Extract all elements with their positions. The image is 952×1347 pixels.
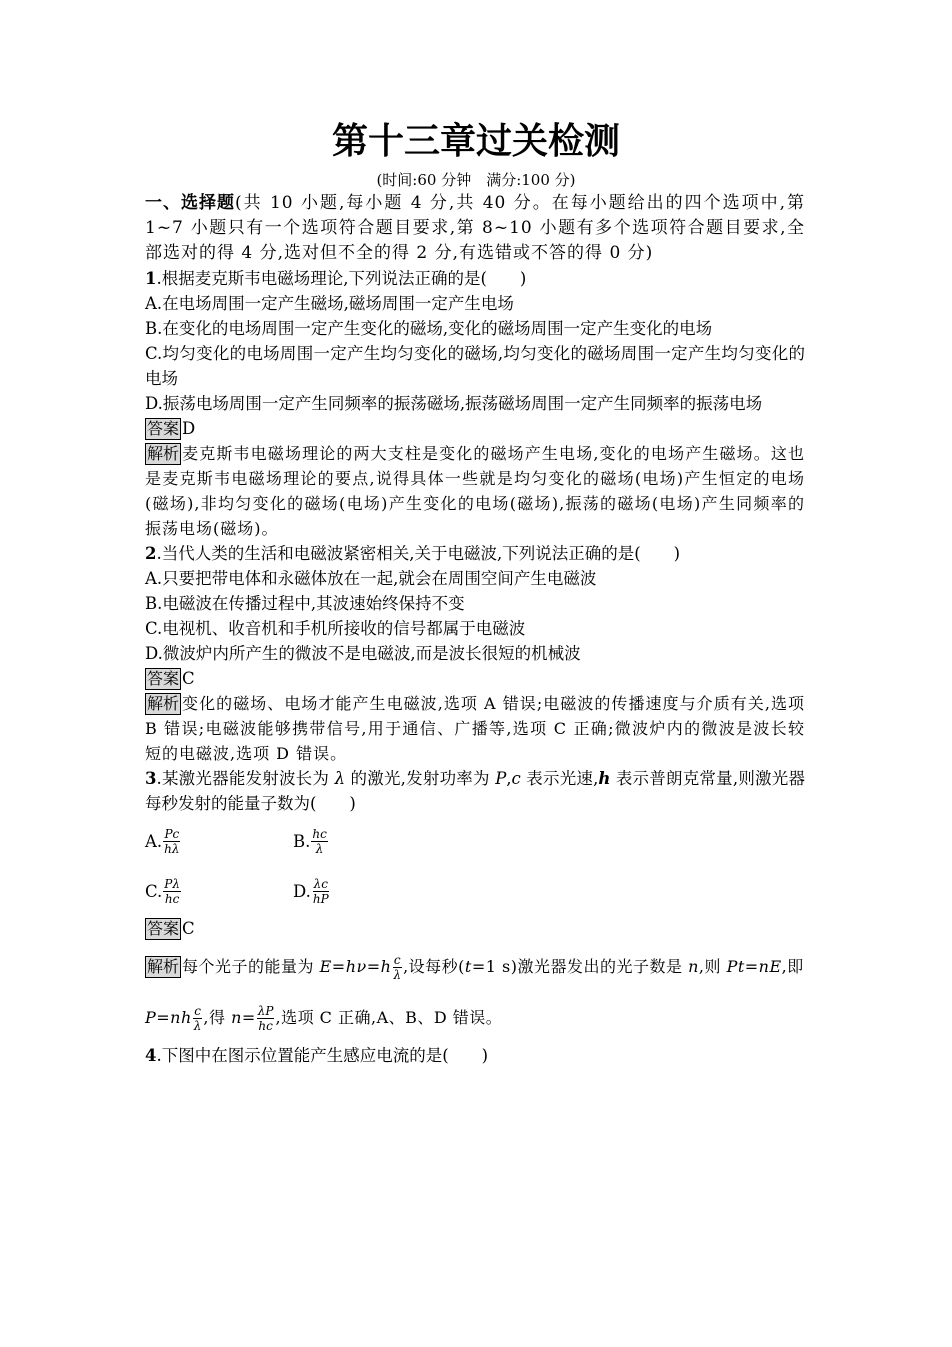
question-1 — [145, 266, 805, 541]
power-symbol: P — [495, 769, 507, 788]
fraction — [312, 877, 330, 906]
option-label: D. — [293, 881, 311, 901]
analysis-label: 解析 — [147, 957, 180, 976]
stem-text: .某激光器能发射波长为 — [156, 769, 335, 788]
option-d: D.振荡电场周围一定产生同频率的振荡磁场,振荡磁场周围一定产生同频率的振荡电场 — [145, 394, 763, 413]
fraction-denominator: λ — [315, 841, 324, 856]
equals-sign: = — [241, 1008, 256, 1027]
question-stem — [145, 541, 805, 566]
analysis-text: 麦克斯韦电磁场理论的两大支柱是变化的磁场产生电场,变化的电场产生磁场。这也是麦克斯韦电磁场理论的要点,说得具体一些就是均匀变化的磁场(电场)产生恒定的电场(磁场),非均匀变化的磁场(电场)产生变化的电场(磁场),振荡的磁场(电场)产生同频率的振荡电场(磁场)。 — [145, 444, 805, 538]
answer-row — [145, 416, 805, 441]
fraction-numerator: Pλ — [164, 876, 180, 891]
fraction-numerator: Pc — [164, 826, 180, 841]
fraction-numerator: c — [194, 1004, 201, 1018]
fraction — [163, 877, 181, 906]
fraction-numerator: λc — [313, 876, 328, 891]
analysis-text: ,选项 C 正确,A、B、D 错误。 — [275, 1008, 503, 1027]
equals-sign: = — [331, 957, 346, 976]
fraction-denominator: hλ — [164, 841, 180, 856]
light-speed-symbol: c — [511, 769, 521, 788]
energy-symbol: E — [319, 957, 332, 976]
question-4 — [145, 1043, 805, 1068]
analysis-text: 每个光子的能量为 — [182, 957, 320, 976]
question-number: 2 — [145, 544, 157, 563]
question-stem — [145, 266, 805, 291]
section-instructions-text: (共 10 小题,每小题 4 分,共 40 分。在每小题给出的四个选项中,第 1~7 小题只有一个选项符合题目要求,第 8~10 小题有多个选项符合题目要求,全部选对的得 4 分,选对但不全的得 2 分,有选错或不答的得 0 分) — [145, 193, 805, 263]
answer-value: C — [182, 919, 195, 938]
analysis-row — [145, 441, 805, 541]
section-heading: 一、选择题 — [145, 193, 235, 213]
time-symbol: t — [464, 957, 472, 976]
section-instructions — [145, 191, 805, 266]
analysis-row — [145, 691, 805, 766]
answer-value: C — [182, 669, 195, 688]
stem-text: 的激光,发射功率为 — [345, 769, 496, 788]
answer-value: D — [182, 419, 196, 438]
option-d: D.微波炉内所产生的微波不是电磁波,而是波长很短的机械波 — [145, 644, 581, 663]
equals-sign: = — [366, 957, 381, 976]
question-number: 3 — [145, 769, 157, 788]
question-stem — [145, 1043, 805, 1068]
nh-expression: nh — [170, 1008, 192, 1027]
power-symbol: P — [145, 1008, 157, 1027]
exam-time-score: (时间:60 分钟 满分:100 分) — [376, 171, 576, 189]
option-row — [145, 866, 805, 916]
option-b — [293, 827, 441, 856]
analysis-row — [145, 941, 805, 992]
wavelength-symbol: λ — [334, 769, 346, 788]
stem-text: .当代人类的生活和电磁波紧密相关,关于电磁波,下列说法正确的是( ) — [156, 544, 681, 563]
analysis-text: 变化的磁场、电场才能产生电磁波,选项 A 错误;电磁波的传播速度与介质有关,选项 B 错误;电磁波能够携带信号,用于通信、广播等,选项 C 正确;微波炉内的微波是波长较短的电磁波,选项 D 错误。 — [145, 694, 805, 763]
equals-sign: = — [156, 1008, 171, 1027]
stem-text: 表示光速, — [520, 769, 599, 788]
analysis-text: ,即 — [781, 957, 804, 976]
fraction — [193, 1004, 203, 1033]
planck-constant-symbol: h — [380, 957, 392, 976]
answer-label: 答案 — [147, 919, 180, 938]
fraction-numerator: λP — [257, 1004, 274, 1018]
option-b: B.在变化的电场周围一定产生变化的磁场,变化的磁场周围一定产生变化的电场 — [145, 319, 713, 338]
option-a: A.只要把带电体和永磁体放在一起,就会在周围空间产生电磁波 — [145, 569, 597, 588]
answer-label: 答案 — [147, 669, 180, 688]
question-2 — [145, 541, 805, 766]
analysis-text: ,设每秒( — [403, 957, 465, 976]
fraction-denominator: hc — [164, 891, 180, 906]
fraction-denominator: λ — [193, 1019, 202, 1033]
option-d — [293, 877, 441, 906]
option-a: A.在电场周围一定产生磁场,磁场周围一定产生电场 — [145, 294, 514, 313]
option-a — [145, 827, 293, 856]
photon-count-symbol: n — [231, 1008, 242, 1027]
fraction-denominator: hc — [258, 1019, 273, 1033]
option-c: C.电视机、收音机和手机所接收的信号都属于电磁波 — [145, 619, 526, 638]
analysis-continuation — [145, 992, 805, 1043]
ne-expression: nE — [758, 957, 782, 976]
answer-label: 答案 — [147, 419, 180, 438]
page-title: 第十三章过关检测 — [331, 120, 620, 162]
option-row — [145, 816, 805, 866]
equals-sign: = — [744, 957, 759, 976]
option-c — [145, 877, 293, 906]
fraction-denominator: λ — [393, 968, 402, 982]
fraction-numerator: hc — [312, 826, 327, 841]
analysis-label: 解析 — [147, 444, 180, 463]
h-nu-expression: hν — [345, 957, 367, 976]
question-stem — [145, 766, 805, 816]
analysis-text: ,得 — [203, 1008, 232, 1027]
option-label: C. — [145, 881, 163, 901]
analysis-text: ,则 — [698, 957, 727, 976]
answer-row — [145, 916, 805, 941]
fraction — [311, 827, 327, 856]
analysis-label: 解析 — [147, 694, 180, 713]
stem-text: 表示普朗克常量,则激光器每秒发射的能量子数为( ) — [145, 769, 805, 813]
option-label: B. — [293, 831, 311, 851]
answer-row — [145, 666, 805, 691]
pt-expression: Pt — [726, 957, 745, 976]
option-b: B.电磁波在传播过程中,其波速始终保持不变 — [145, 594, 465, 613]
question-3 — [145, 766, 805, 1043]
question-number: 1 — [145, 269, 157, 288]
analysis-text: =1 s)激光器发出的光子数是 — [471, 957, 689, 976]
planck-constant-symbol: h — [598, 769, 611, 788]
stem-text: , — [506, 769, 512, 788]
question-number: 4 — [145, 1046, 157, 1065]
photon-count-symbol: n — [688, 957, 699, 976]
stem-text: .根据麦克斯韦电磁场理论,下列说法正确的是( ) — [156, 269, 527, 288]
option-label: A. — [145, 831, 163, 851]
fraction — [257, 1004, 275, 1033]
fraction-denominator: hP — [312, 891, 329, 906]
exam-content — [145, 191, 805, 1068]
option-c: C.均匀变化的电场周围一定产生均匀变化的磁场,均匀变化的磁场周围一定产生均匀变化的电场 — [145, 344, 805, 388]
fraction — [392, 953, 402, 982]
fraction — [163, 827, 180, 856]
stem-text: .下图中在图示位置能产生感应电流的是( ) — [156, 1046, 489, 1065]
fraction-numerator: c — [393, 953, 401, 967]
